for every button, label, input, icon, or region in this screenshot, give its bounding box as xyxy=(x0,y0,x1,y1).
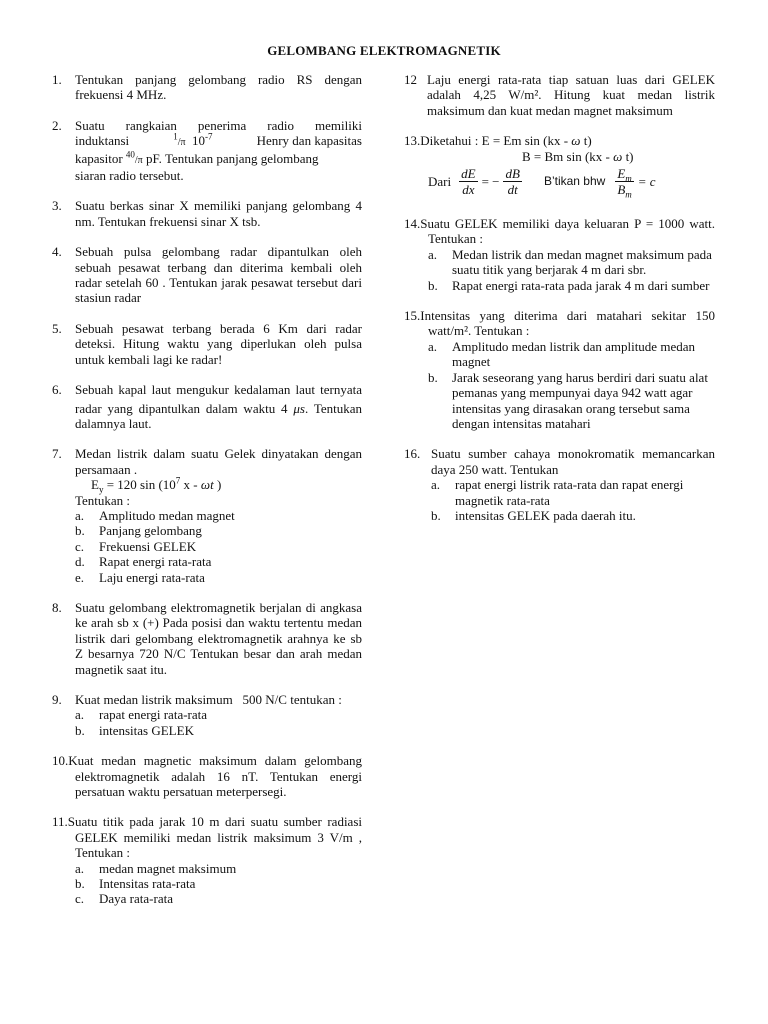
list-item xyxy=(428,339,715,370)
question-15 xyxy=(404,308,715,431)
text: = c xyxy=(637,173,656,189)
question-3 xyxy=(52,198,362,229)
question-text: Sebuah pulsa gelombang radar dipantulkan oleh sebuah pesawat terbang dan diterima kembali oleh radar setelah 60 . Tentukan jarak pesawat tersebut dari stasiun radar xyxy=(75,244,362,306)
item-letter: a. xyxy=(428,246,438,262)
question-11 xyxy=(52,814,362,906)
item-text: Rapat energi rata-rata pada jarak 4 m dari sumber xyxy=(452,277,710,293)
question-text: 15.Intensitas yang diterima dari matahari sekitar 150 watt/m². Tentukan : xyxy=(404,308,715,339)
list-item xyxy=(75,723,362,738)
item-text: Rapat energi rata-rata xyxy=(99,554,212,570)
question-7 xyxy=(52,446,362,585)
text: Dari xyxy=(428,173,452,189)
question-text: Sebuah pesawat terbang berada 6 Km dari radar deteksi. Hitung waktu yang diperlukan oleh pulsa untuk kembali lagi ke radar! xyxy=(75,320,362,367)
question-number: 16. xyxy=(404,446,421,462)
question-text: Suatu rangkaian penerima radio memiliki xyxy=(75,117,362,133)
item-letter: c. xyxy=(75,891,85,907)
item-text: Panjang gelombang xyxy=(99,523,202,539)
question-number: 4. xyxy=(52,244,62,260)
item-list xyxy=(404,247,715,293)
item-letter: b. xyxy=(75,722,85,738)
question-text-line: Sebuah kapal laut mengukur kedalaman laut ternyata radar yang dipantulkan dalam waktu 4 μs. Tentukan dalamnya laut. xyxy=(75,382,362,431)
question-9 xyxy=(52,692,362,738)
question-number: 15. xyxy=(404,308,421,324)
question-4 xyxy=(52,244,362,306)
question-text-line: siaran radio tersebut. xyxy=(75,168,184,184)
question-16 xyxy=(404,446,715,523)
item-text: medan magnet maksimum xyxy=(99,860,237,876)
list-item xyxy=(431,508,715,523)
item-letter: a. xyxy=(431,477,441,493)
item-letter: e. xyxy=(75,569,85,585)
item-text: intensitas GELEK xyxy=(99,722,194,738)
list-item xyxy=(75,891,362,906)
item-letter: b. xyxy=(75,876,85,892)
page-title: GELOMBANG ELEKTROMAGNETIK xyxy=(267,43,501,58)
list-item xyxy=(75,554,362,569)
item-text: Daya rata-rata xyxy=(99,891,173,907)
question-2 xyxy=(52,118,362,184)
fraction-dB-dt: $\frac{dB}{dt}$ xyxy=(505,166,520,198)
item-text: intensitas GELEK pada daerah itu. xyxy=(455,507,636,523)
item-letter: a. xyxy=(428,338,438,354)
list-item xyxy=(428,278,715,293)
list-item xyxy=(75,539,362,554)
question-text: Tentukan panjang gelombang radio RS dengan frekuensi 4 MHz. xyxy=(75,72,362,103)
item-text: Intensitas rata-rata xyxy=(99,876,196,892)
item-letter: b. xyxy=(75,523,85,539)
prompt: Tentukan : xyxy=(75,492,131,508)
list-item xyxy=(75,508,362,523)
equation-block xyxy=(404,166,715,200)
item-letter: b. xyxy=(428,369,438,385)
question-text-line: 13.Diketahui : E = Em sin (kx - ω t) xyxy=(404,133,592,149)
question-text-line: B = Bm sin (kx - ω t) xyxy=(522,148,634,164)
item-text: Amplitudo medan magnet xyxy=(99,507,235,523)
question-13 xyxy=(404,133,715,200)
text: induktansi xyxy=(75,133,130,149)
question-text: Laju energi rata-rata tiap satuan luas dari GELEK adalah 4,25 W/m². Hitung kuat medan listrik maksimum dan kuat medan magnet maksimum xyxy=(427,72,715,118)
question-number: 14. xyxy=(404,216,421,232)
list-item xyxy=(75,876,362,891)
list-item xyxy=(75,861,362,876)
question-14 xyxy=(404,216,715,293)
list-item xyxy=(428,370,715,432)
item-list xyxy=(404,339,715,431)
item-letter: a. xyxy=(75,507,85,523)
item-text: Amplitudo medan listrik dan amplitude medan magnet xyxy=(452,338,695,370)
question-text: Suatu sumber cahaya monokromatik memancarkan daya 250 watt. Tentukan xyxy=(431,446,715,477)
item-list xyxy=(75,707,362,738)
item-text: Frekuensi GELEK xyxy=(99,538,197,554)
item-letter: b. xyxy=(428,277,438,293)
list-item xyxy=(428,247,715,278)
question-number: 9. xyxy=(52,692,62,707)
question-8 xyxy=(52,600,362,677)
item-text: Laju energi rata-rata xyxy=(99,569,205,585)
item-text: rapat energi listrik rata-rata dan rapat energi magnetik rata-rata xyxy=(455,477,684,508)
right-column xyxy=(404,72,715,523)
item-list xyxy=(75,508,362,585)
question-12 xyxy=(404,72,715,118)
left-column xyxy=(52,72,362,907)
question-1 xyxy=(52,72,362,103)
item-text: rapat energi rata-rata xyxy=(99,707,208,723)
text: = − xyxy=(481,173,500,189)
text: B’tikan bhw xyxy=(543,173,606,188)
question-number: 10. xyxy=(52,753,69,769)
equation: $E_y = 120$ $\sin (10^7$ x - ωt ) xyxy=(91,475,222,495)
item-letter: c. xyxy=(75,538,85,554)
question-number: 8. xyxy=(52,599,62,615)
item-text: Medan listrik dan medan magnet maksimum pada suatu titik yang berjarak 4 m dari sbr. xyxy=(452,246,712,278)
question-text: Suatu berkas sinar X memiliki panjang gelombang 4 nm. Tentukan frekuensi sinar X tsb. xyxy=(75,198,362,229)
list-item xyxy=(431,477,715,508)
question-number: 1. xyxy=(52,72,62,87)
fraction: $^1$/π $10^{-7}$ xyxy=(173,131,213,149)
unit-microsecond: μs xyxy=(293,400,305,416)
question-text-line: kapasitor $^{40}$/π pF. Tentukan panjang gelombang xyxy=(75,149,319,166)
question-text: Medan listrik dalam suatu Gelek dinyatakan dengan persamaan . xyxy=(75,446,362,477)
question-text: 11.Suatu titik pada jarak 10 m dari suatu sumber radiasi GELEK memiliki medan listrik maksimum 3 V/m , Tentukan : xyxy=(52,814,362,861)
list-item xyxy=(75,523,362,538)
question-number: 6. xyxy=(52,382,62,398)
question-number: 2. xyxy=(52,117,62,133)
list-item xyxy=(75,707,362,722)
question-number: 13. xyxy=(404,133,421,149)
question-text: 10.Kuat medan magnetic maksimum dalam gelombang elektromagnetik adalah 16 nT. Tentukan energi persatuan waktu persatuan meterpersegi. xyxy=(52,753,362,800)
question-6 xyxy=(52,382,362,431)
fraction-dE-dx: $\frac{dE}{dx}$ xyxy=(461,166,476,198)
question-number: 12 xyxy=(404,72,417,87)
question-number: 3. xyxy=(52,198,62,214)
item-text: Jarak seseorang yang harus berdiri dari suatu alat pemanas yang mempunyai daya 942 watt agar intensitas yang dirasakan orang tersebut sama dengan intensitas matahari xyxy=(452,369,708,431)
list-item xyxy=(75,570,362,585)
fraction-Em-Bm: $\frac{E_m}{B_m}$ xyxy=(617,166,632,200)
question-number: 7. xyxy=(52,446,62,462)
item-list xyxy=(431,477,715,523)
question-5 xyxy=(52,321,362,367)
question-10 xyxy=(52,753,362,799)
question-text-line xyxy=(75,133,362,150)
question-text: Kuat medan listrik maksimum 500 N/C tentukan : xyxy=(75,692,342,707)
item-letter: a. xyxy=(75,707,85,723)
item-list xyxy=(52,861,362,907)
question-number: 11. xyxy=(52,814,68,830)
question-number: 5. xyxy=(52,320,62,336)
question-text: 14.Suatu GELEK memiliki daya keluaran P = 1000 watt. Tentukan : xyxy=(404,216,715,247)
item-letter: a. xyxy=(75,860,85,876)
item-letter: d. xyxy=(75,554,85,570)
question-text: Suatu gelombang elektromagnetik berjalan di angkasa ke arah sb x (+) Pada posisi dan waktu tertentu medan listrik dari gelombang elektromagnetik arahnya ke sb Z besarnya 720 N/C Tentukan besar dan arah medan magnetik saat itu. xyxy=(75,599,362,677)
item-letter: b. xyxy=(431,507,441,523)
text: Henry dan kapasitas xyxy=(256,133,362,149)
